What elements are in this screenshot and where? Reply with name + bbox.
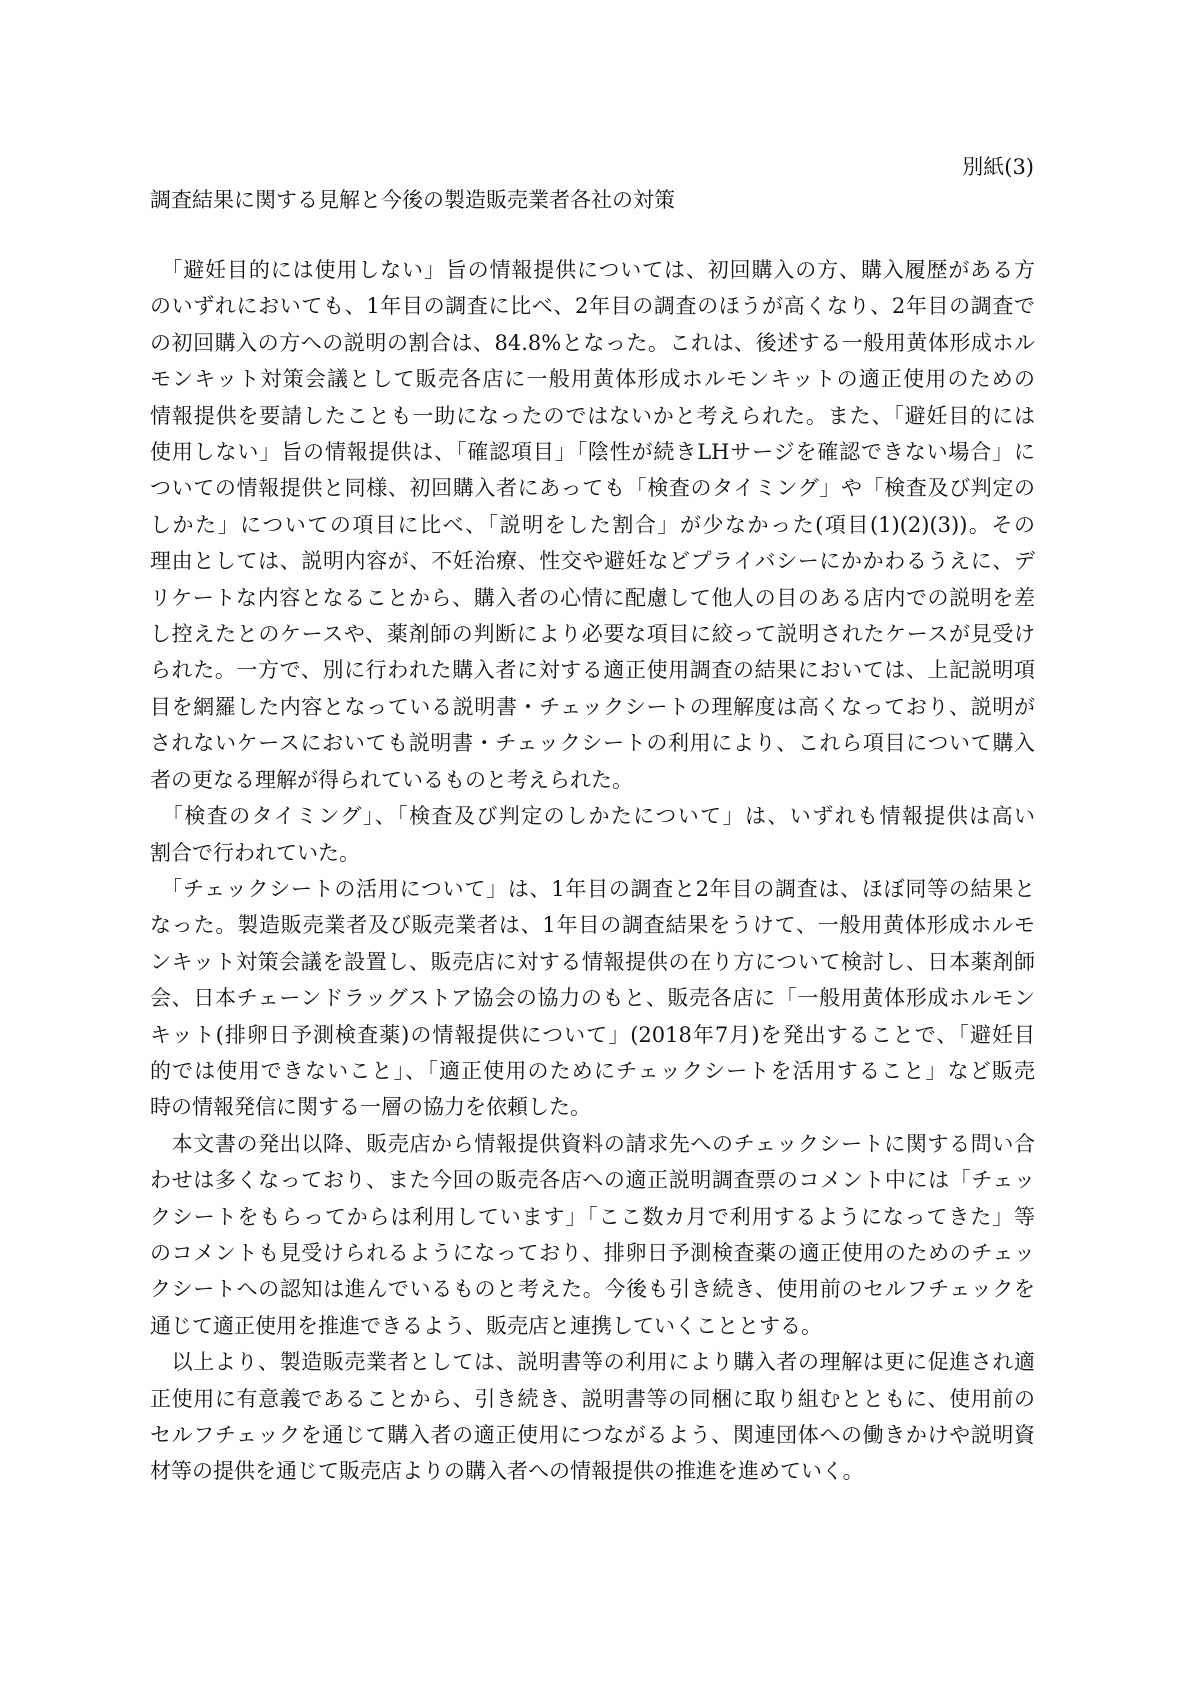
- text-line: のコメントも見受けられるようになっており、排卵日予測検査薬の適正使用のためのチェッ: [150, 1240, 1035, 1265]
- document-title: 調査結果に関する見解と今後の製造販売業者各社の対策: [150, 188, 675, 212]
- text-line: 「避妊目的には使用しない」旨の情報提供については、初回購入の方、購入履歴がある方: [150, 258, 1035, 282]
- text-line: 情報提供を要請したことも一助になったのではないかと考えられた。また、「避妊目的には: [150, 403, 1035, 428]
- text-line: ンキット対策会議を設置し、販売店に対する情報提供の在り方について検討し、日本薬剤師: [150, 949, 1035, 974]
- text-line: の初回購入の方への説明の割合は、84.8%となった。これは、後述する一般用黄体形成ホル: [150, 330, 1035, 355]
- text-line: 者の更なる理解が得られているものと考えられた。: [150, 767, 633, 792]
- text-line: 的では使用できないこと」、「適正使用のためにチェックシートを活用すること」など販売: [150, 1058, 1035, 1083]
- text-line: 本文書の発出以降、販売店から情報提供資料の請求先へのチェックシートに関する問い合: [150, 1131, 1035, 1156]
- document-body: [150, 252, 1035, 1490]
- text-line: リケートな内容となることから、購入者の心情に配慮して他人の目のある店内での説明を差: [150, 585, 1035, 610]
- text-line: られた。一方で、別に行われた購入者に対する適正使用調査の結果においては、上記説明項: [150, 658, 1035, 683]
- text-line: 会、日本チェーンドラッグストア協会の協力のもと、販売各店に「一般用黄体形成ホルモン: [150, 986, 1035, 1011]
- paragraph-contraception-info: [150, 252, 1035, 798]
- text-line: クシートへの認知は進んでいるものと考えた。今後も引き続き、使用前のセルフチェックを: [150, 1277, 1035, 1302]
- attachment-label: 別紙(3): [962, 155, 1034, 179]
- text-line: クシートをもらってからは利用しています」「ここ数カ月で利用するようになってきた」等: [150, 1204, 1035, 1229]
- text-line: し控えたとのケースや、薬剤師の判断により必要な項目に絞って説明されたケースが見受け: [150, 622, 1035, 647]
- paragraph-test-timing: [150, 798, 1035, 871]
- text-line: 目を網羅した内容となっている説明書・チェックシートの理解度は高くなっており、説明が: [150, 694, 1035, 719]
- paragraph-after-issuance: [150, 1126, 1035, 1344]
- text-line: 使用しない」旨の情報提供は、「確認項目」「陰性が続きLHサージを確認できない場合」に: [150, 440, 1035, 465]
- text-line: キット(排卵日予測検査薬)の情報提供について」(2018年7月)を発出することで、「避妊目: [150, 1022, 1035, 1047]
- text-line: 以上より、製造販売業者としては、説明書等の利用により購入者の理解は更に促進され適: [150, 1350, 1035, 1375]
- text-line: 「検査のタイミング」、「検査及び判定のしかたについて」は、いずれも情報提供は高い: [150, 804, 1035, 829]
- paragraph-checksheet-usage: [150, 871, 1035, 1126]
- text-line: しかた」についての項目に比べ、「説明をした割合」が少なかった(項目(1)(2)(3))。その: [150, 512, 1035, 537]
- text-line: 正使用に有意義であることから、引き続き、説明書等の同梱に取り組むとともに、使用前の: [150, 1386, 1035, 1411]
- text-line: 材等の提供を通じて販売店よりの購入者への情報提供の推進を進めていく。: [150, 1459, 864, 1484]
- paragraph-conclusion: [150, 1344, 1035, 1490]
- text-line: モンキット対策会議として販売各店に一般用黄体形成ホルモンキットの適正使用のための: [150, 367, 1035, 392]
- text-line: 通じて適正使用を推進できるよう、販売店と連携していくこととする。: [150, 1313, 822, 1338]
- text-line: 「チェックシートの活用について」は、1年目の調査と2年目の調査は、ほぼ同等の結果と: [150, 876, 1035, 901]
- text-line: わせは多くなっており、また今回の販売各店への適正説明調査票のコメント中には「チェッ: [150, 1168, 1035, 1193]
- text-line: のいずれにおいても、1年目の調査に比べ、2年目の調査のほうが高くなり、2年目の調査で: [150, 294, 1035, 319]
- text-line: ついての情報提供と同様、初回購入者にあっても「検査のタイミング」や「検査及び判定の: [150, 476, 1035, 501]
- text-line: セルフチェックを通じて購入者の適正使用につながるよう、関連団体への働きかけや説明資: [150, 1423, 1035, 1447]
- text-line: なった。製造販売業者及び販売業者は、1年目の調査結果をうけて、一般用黄体形成ホルモ: [150, 913, 1035, 938]
- text-line: 理由としては、説明内容が、不妊治療、性交や避妊などプライバシーにかかわるうえに、デ: [150, 549, 1035, 574]
- text-line: 割合で行われていた。: [150, 840, 360, 865]
- text-line: 時の情報発信に関する一層の協力を依頼した。: [150, 1095, 591, 1120]
- text-line: されないケースにおいても説明書・チェックシートの利用により、これら項目について購入: [150, 731, 1035, 756]
